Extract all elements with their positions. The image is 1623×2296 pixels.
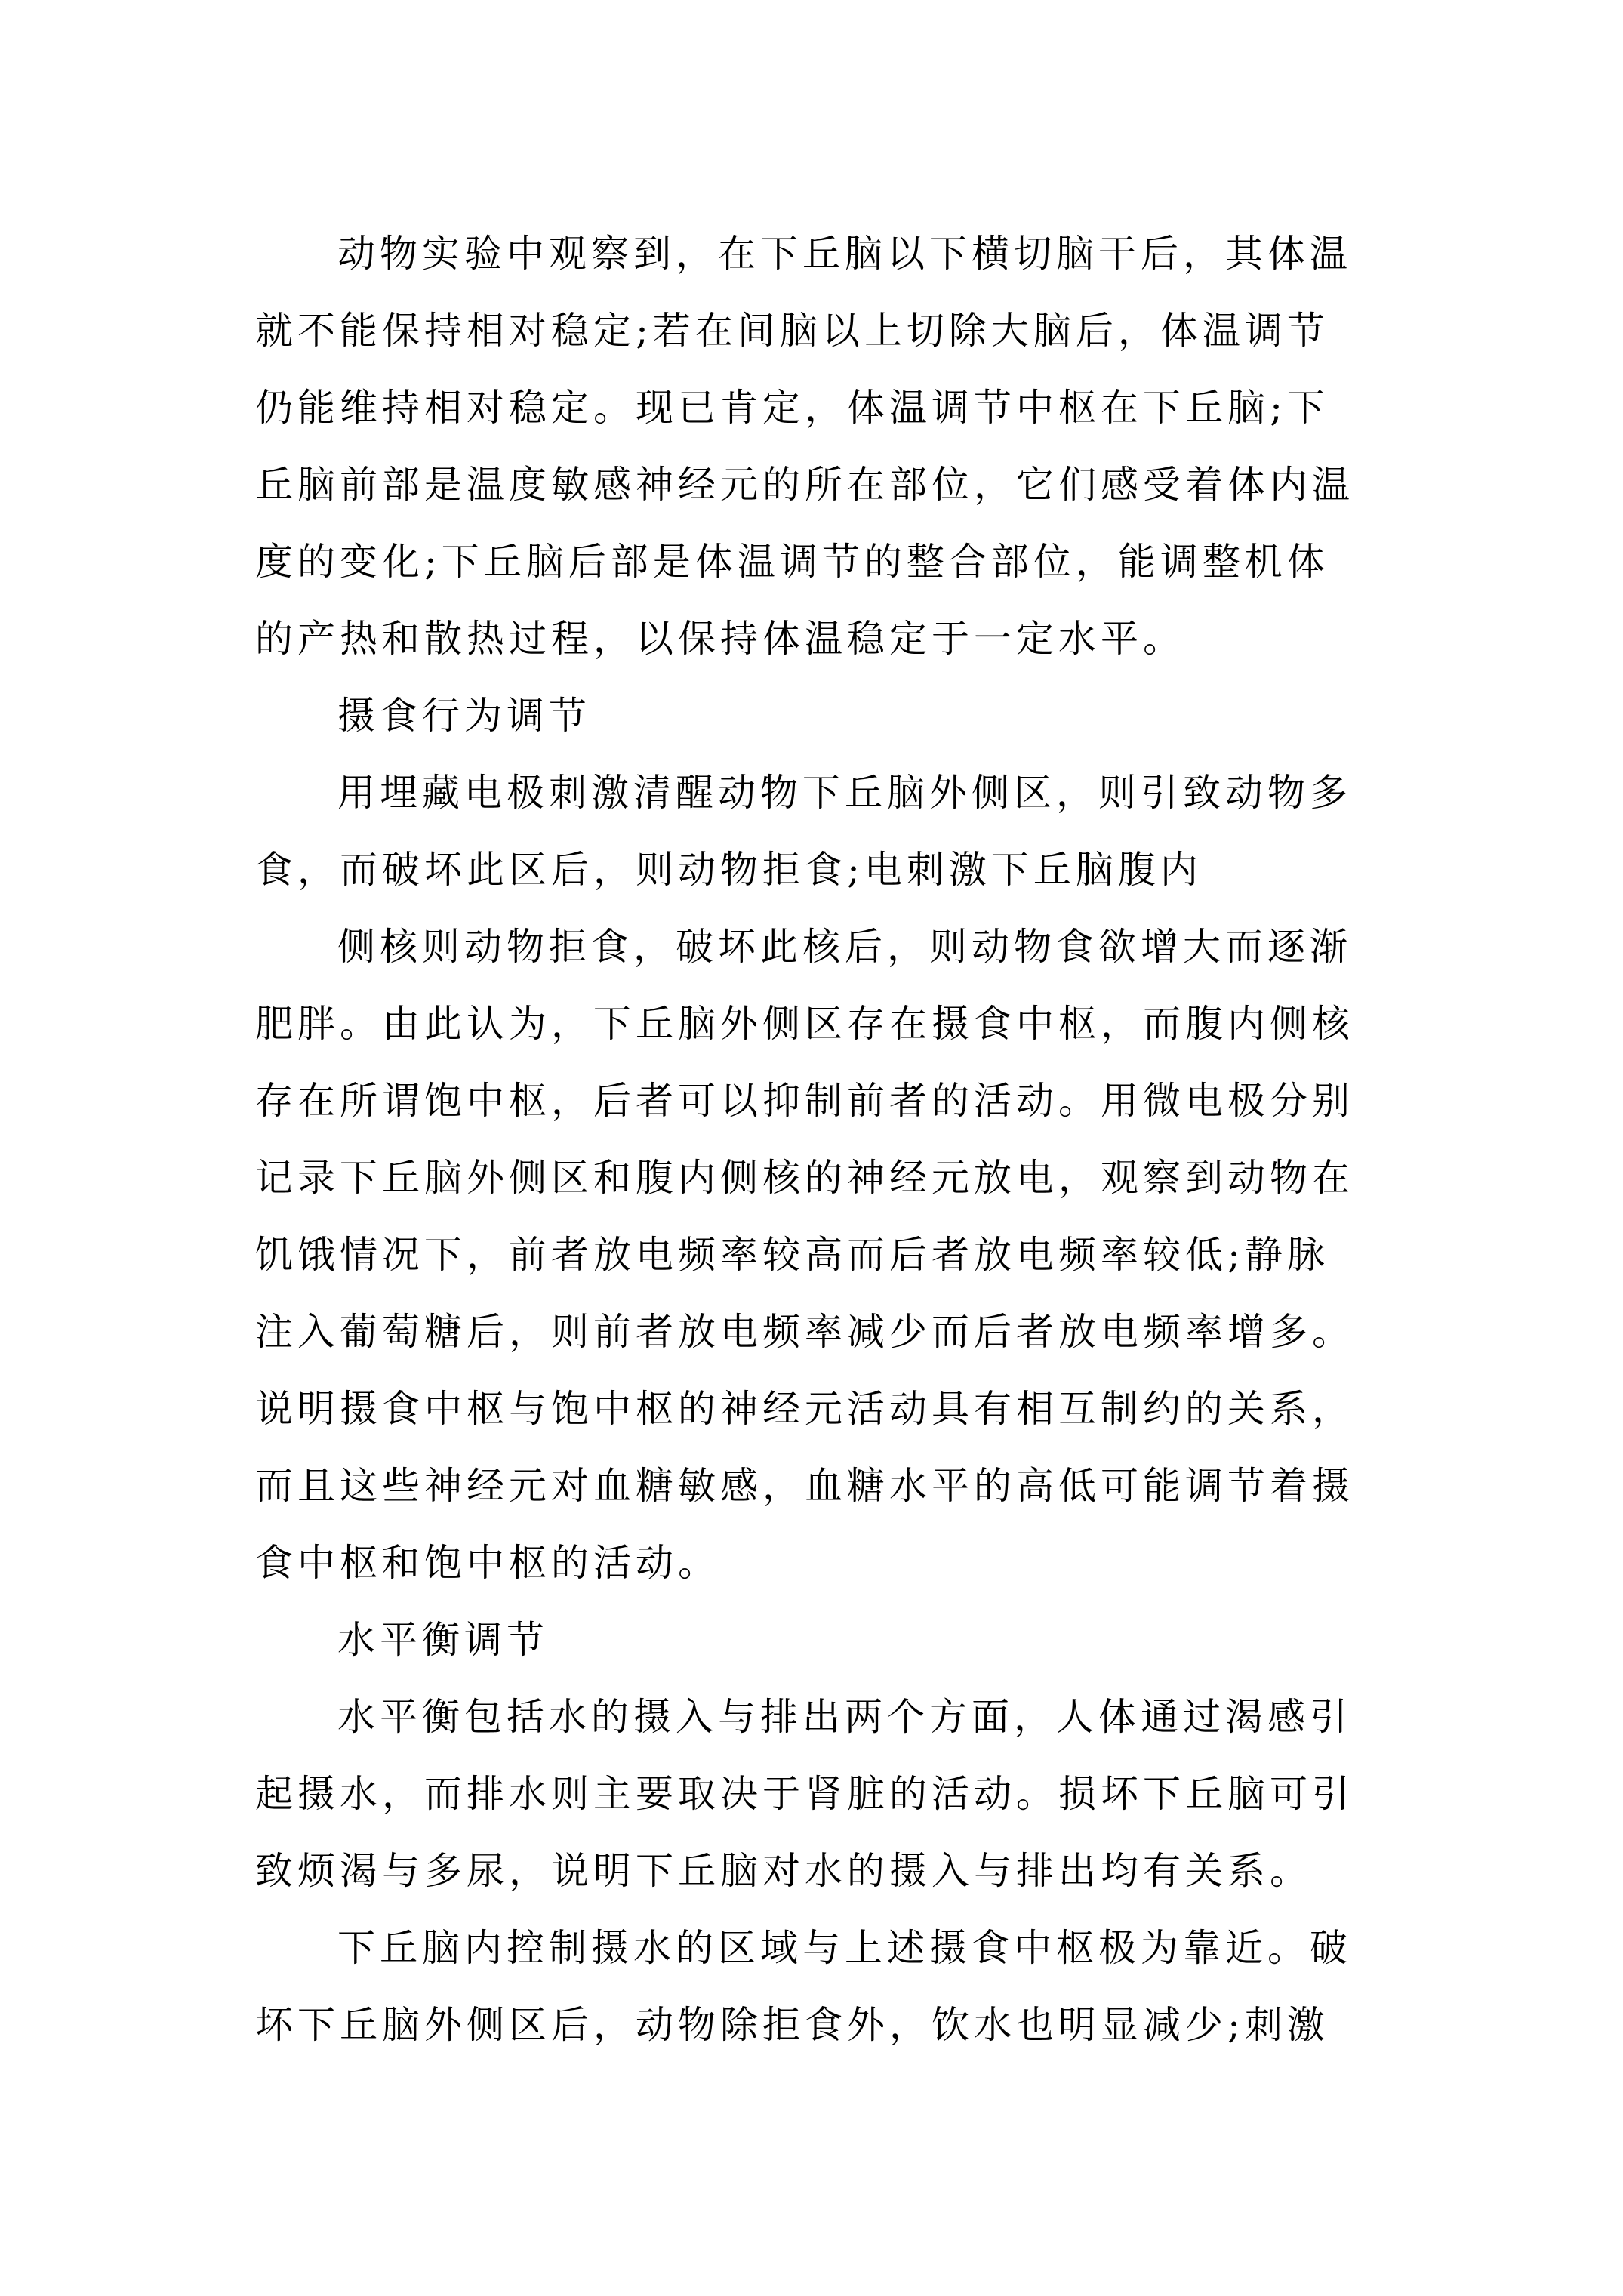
text-line: 度的变化;下丘脑后部是体温调节的整合部位，能调整机体 xyxy=(255,540,1329,584)
text-line: 丘脑前部是温度敏感神经元的所在部位，它们感受着体内温 xyxy=(255,463,1354,507)
text-line: 说明摄食中枢与饱中枢的神经元活动具有相互制约的关系， xyxy=(255,1387,1354,1431)
text-line: 存在所谓饱中枢，后者可以抑制前者的活动。用微电极分别 xyxy=(255,1079,1354,1123)
section-heading-feeding: 摄食行为调节 xyxy=(337,694,591,738)
text-line: 坏下丘脑外侧区后，动物除拒食外，饮水也明显减少;刺激 xyxy=(255,2003,1329,2047)
text-line: 的产热和散热过程，以保持体温稳定于一定水平。 xyxy=(255,617,1185,661)
text-line: 侧核则动物拒食，破坏此核后，则动物食欲增大而逐渐 xyxy=(337,925,1352,969)
text-line: 肥胖。由此认为，下丘脑外侧区存在摄食中枢，而腹内侧核 xyxy=(255,1002,1354,1046)
text-line: 记录下丘脑外侧区和腹内侧核的神经元放电，观察到动物在 xyxy=(255,1156,1354,1200)
text-line: 注入葡萄糖后，则前者放电频率减少而后者放电频率增多。 xyxy=(255,1310,1354,1354)
text-line: 致烦渴与多尿，说明下丘脑对水的摄入与排出均有关系。 xyxy=(255,1849,1312,1893)
text-line: 水平衡包括水的摄入与排出两个方面，人体通过渴感引 xyxy=(337,1695,1352,1739)
text-line: 食，而破坏此区后，则动物拒食;电刺激下丘脑腹内 xyxy=(255,848,1203,892)
body-text xyxy=(255,215,1399,2063)
text-line: 而且这些神经元对血糖敏感，血糖水平的高低可能调节着摄 xyxy=(255,1464,1354,1508)
text-line: 食中枢和饱中枢的活动。 xyxy=(255,1541,720,1585)
text-line: 饥饿情况下，前者放电频率较高而后者放电频率较低;静脉 xyxy=(255,1233,1329,1277)
text-line: 仍能维持相对稳定。现已肯定，体温调节中枢在下丘脑;下 xyxy=(255,386,1329,430)
text-line: 动物实验中观察到，在下丘脑以下横切脑干后，其体温 xyxy=(337,232,1352,276)
text-line: 就不能保持相对稳定;若在间脑以上切除大脑后，体温调节 xyxy=(255,309,1329,353)
text-line: 起摄水，而排水则主要取决于肾脏的活动。损坏下丘脑可引 xyxy=(255,1772,1354,1816)
text-line: 下丘脑内控制摄水的区域与上述摄食中枢极为靠近。破 xyxy=(337,1926,1352,1970)
section-heading-water-balance: 水平衡调节 xyxy=(337,1618,549,1662)
text-line: 用埋藏电极刺激清醒动物下丘脑外侧区，则引致动物多 xyxy=(337,771,1352,815)
